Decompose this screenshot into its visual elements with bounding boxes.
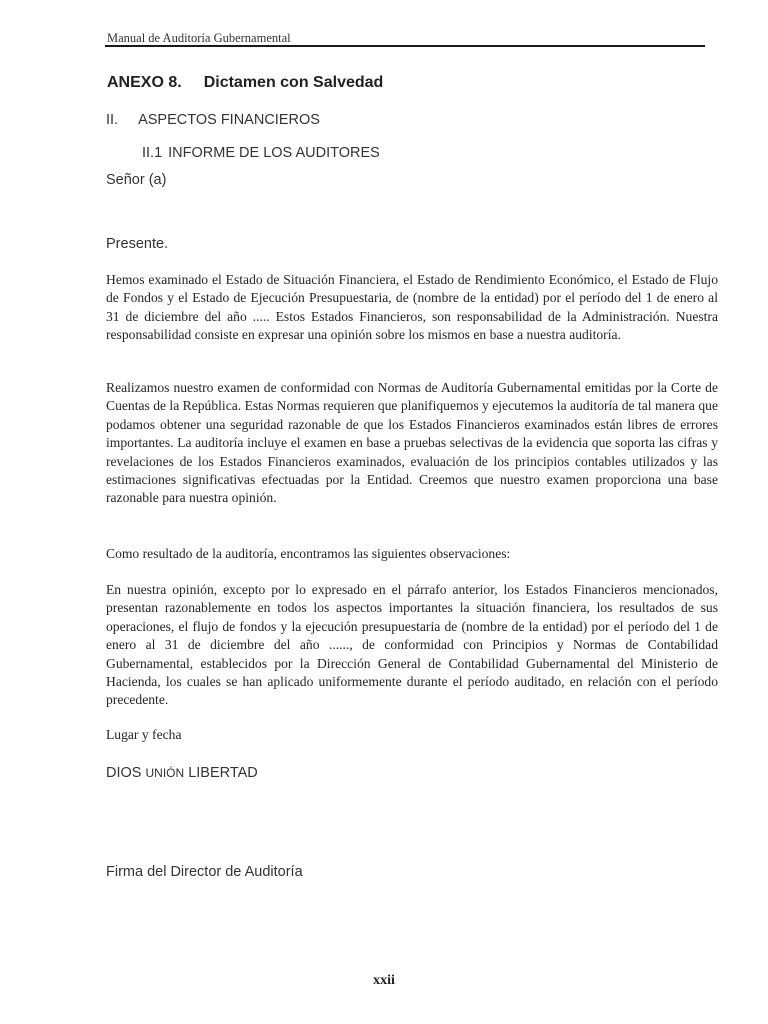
paragraph-2: Realizamos nuestro examen de conformidad con Normas de Auditoría Gubernamental emitidas por la Corte de Cuentas de la República. Estas Normas requieren que planifiquemos y ejecutemos la auditoría de tal manera que podamos obtener una seguridad razonable de que los Estados Financieros examinados están libres de errores importantes. La auditoría incluye el examen en base a pruebas selectivas de la evidencia que soporta las cifras y revelaciones de los Estados Financieros examinados, evaluación de los principios contables utilizados y las estimaciones significativas efectuadas por la Entidad. Creemos que nuestro examen proporciona una base razonable para nuestra opinión. [106, 380, 718, 506]
running-title: Manual de Auditoría Gubernamental [107, 31, 291, 45]
subsection-label: INFORME DE LOS AUDITORES [168, 145, 380, 161]
page-number: xxii [373, 973, 395, 988]
presente: Presente. [106, 236, 169, 252]
motto-dios: DIOS [106, 765, 142, 781]
section-label: ASPECTOS FINANCIEROS [138, 112, 320, 128]
motto [106, 765, 258, 781]
header-rule [105, 45, 705, 47]
paragraph-1: Hemos examinado el Estado de Situación Financiera, el Estado de Rendimiento Económico, el Estado de Flujo de Fondos y el Estado de Ejecución Presupuestaria, de (nombre de la entidad) por el período del 1 de enero al 31 de diciembre del año ..... Estos Estados Financieros, son responsabilidad de la Administración. Nuestra responsabilidad consiste en expresar una opinión sobre los mismos en base a nuestra auditoría. [106, 272, 718, 343]
salutation: Señor (a) [106, 172, 167, 188]
paragraph-4: En nuestra opinión, excepto por lo expresado en el párrafo anterior, los Estados Financieros mencionados, presentan razonablemente en todos los aspectos importantes la situación financiera, los resultados de sus operaciones, el flujo de fondos y la ejecución presupuestaria de (nombre de la entidad) por el período del 1 de enero al 31 de diciembre del año ......, de conformidad con Principios y Normas de Contabilidad Gubernamental, establecidos por la Dirección General de Contabilidad Gubernamental del Ministerio de Hacienda, los cuales se han aplicado uniformemente durante el período auditado, en relación con el período precedente. [106, 582, 718, 708]
annex-name: Dictamen con Salvedad [203, 74, 384, 91]
subsection-heading [142, 145, 380, 161]
section-number: II. [106, 112, 119, 128]
annex-number: ANEXO 8. [107, 74, 182, 91]
motto-libertad: LIBERTAD [188, 765, 258, 781]
paragraph-3: Como resultado de la auditoría, encontramos las siguientes observaciones: [106, 546, 511, 561]
place-date: Lugar y fecha [106, 727, 182, 742]
subsection-number: II.1 [142, 145, 163, 161]
annex-title [107, 74, 383, 92]
section-heading [106, 112, 320, 128]
signature-line: Firma del Director de Auditoría [106, 864, 303, 880]
motto-union: UNIÓN [145, 766, 185, 780]
